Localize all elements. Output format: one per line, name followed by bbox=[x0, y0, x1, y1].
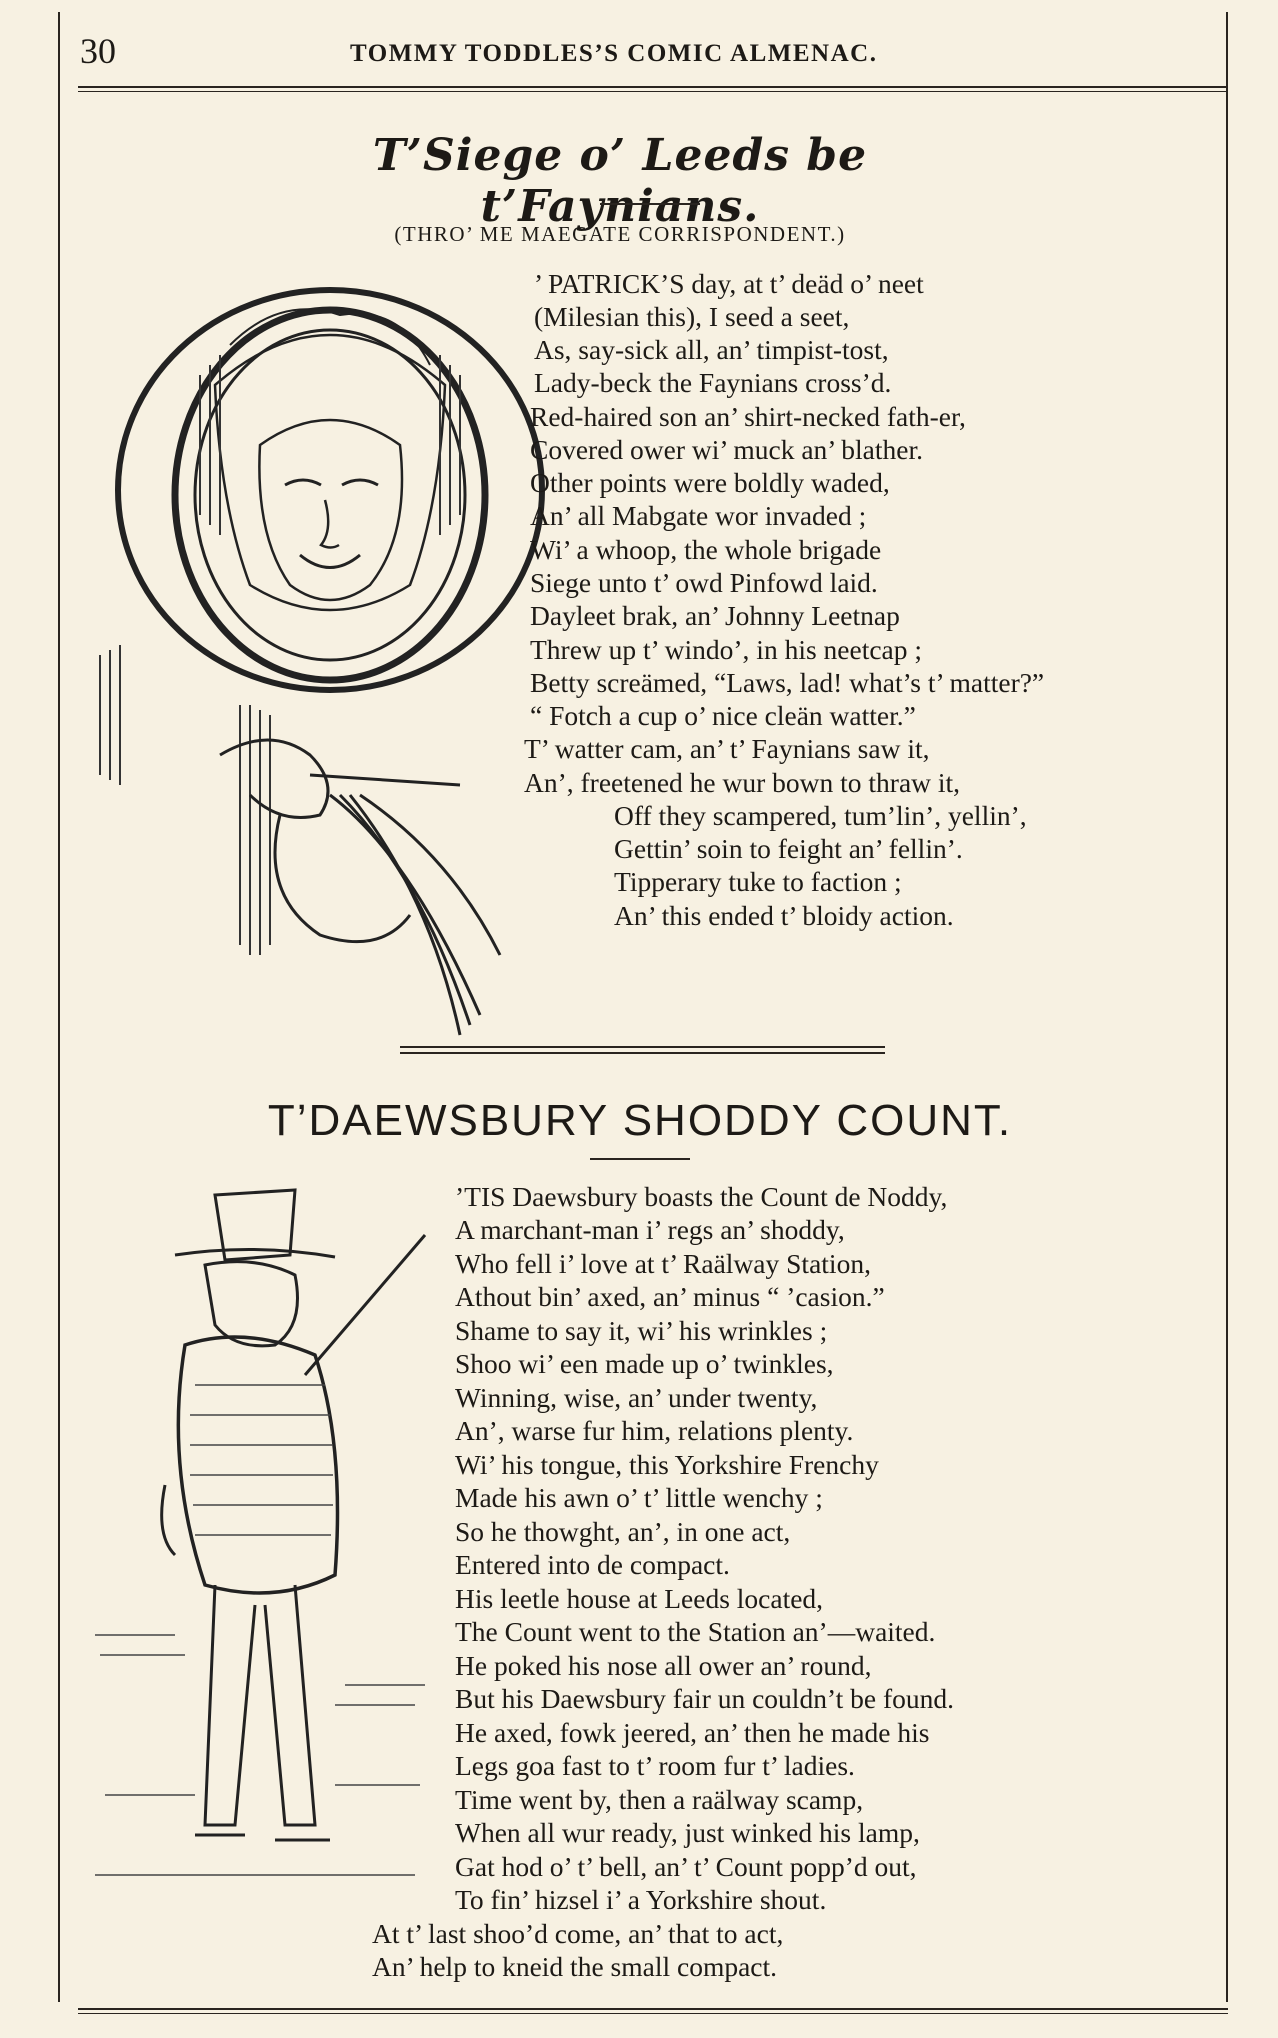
count-figure-illustration bbox=[95, 1185, 430, 1885]
page-number: 30 bbox=[80, 31, 116, 71]
poem-line: (Milesian this), I seed a seet, bbox=[534, 301, 850, 332]
poem2-title: T’DAEWSBURY SHODDY COUNT. bbox=[267, 1096, 1013, 1145]
poem-line: But his Daewsbury fair un couldn’t be found. bbox=[455, 1683, 954, 1714]
running-title: TOMMY TODDLES’S COMIC ALMENAC. bbox=[350, 40, 878, 67]
poem-line: Shoo wi’ een made up o’ twinkles, bbox=[455, 1348, 834, 1379]
poem-line: He axed, fowk jeered, an’ then he made his bbox=[455, 1717, 930, 1748]
poem-line: Threw up t’ windo’, in his neetcap ; bbox=[530, 634, 923, 665]
poem-line: An’, warse fur him, relations plenty. bbox=[455, 1415, 854, 1446]
poem-line: A marchant-man i’ regs an’ shoddy, bbox=[455, 1214, 845, 1245]
poem-line: Off they scampered, tum’lin’, yellin’, bbox=[614, 800, 1027, 831]
poem-line: An’ this ended t’ bloidy action. bbox=[614, 900, 954, 931]
poem-line: When all wur ready, just winked his lamp, bbox=[455, 1817, 920, 1848]
poem-line: His leetle house at Leeds located, bbox=[455, 1583, 824, 1614]
poem-line: Betty screämed, “Laws, lad! what’s t’ matter?” bbox=[530, 667, 1045, 698]
poem-line: Wi’ his tongue, this Yorkshire Frenchy bbox=[455, 1449, 879, 1480]
poem-line: Covered ower wi’ muck an’ blather. bbox=[530, 434, 924, 465]
poem-line: Red-haired son an’ shirt-necked fath-er, bbox=[530, 401, 966, 432]
poem-line: ’ PATRICK’S day, at t’ deäd o’ neet bbox=[534, 268, 924, 299]
poem-line: Siege unto t’ owd Pinfowd laid. bbox=[530, 567, 878, 598]
poem-line: Athout bin’ axed, an’ minus “ ’casion.” bbox=[455, 1281, 885, 1312]
poem-line: Wi’ a whoop, the whole brigade bbox=[530, 534, 882, 565]
poem1-subtitle: (THRO’ ME MAEGATE CORRISPONDENT.) bbox=[394, 222, 846, 246]
poem2-title-rule bbox=[590, 1158, 690, 1160]
poem-line: An’ all Mabgate wor invaded ; bbox=[530, 500, 867, 531]
poem-line: Entered into de compact. bbox=[455, 1549, 730, 1580]
poem1-title-rule bbox=[600, 203, 700, 205]
poem1-title: T’Siege o’ Leeds be t’Faynians. bbox=[372, 130, 868, 232]
poem-line: The Count went to the Station an’—waited. bbox=[455, 1616, 936, 1647]
poem-line: So he thowght, an’, in one act, bbox=[455, 1516, 791, 1547]
poem-line: T’ watter cam, an’ t’ Faynians saw it, bbox=[524, 733, 930, 764]
poem-line: Lady-beck the Faynians cross’d. bbox=[534, 367, 892, 398]
poem-line: Shame to say it, wi’ his wrinkles ; bbox=[455, 1315, 828, 1346]
poem-line: At t’ last shoo’d come, an’ that to act, bbox=[372, 1918, 784, 1949]
poem-line: Tipperary tuke to faction ; bbox=[614, 866, 902, 897]
poem-line: An’, freetened he wur bown to thraw it, bbox=[524, 767, 961, 798]
poem-line: Winning, wise, an’ under twenty, bbox=[455, 1382, 818, 1413]
poem-line: Time went by, then a raälway scamp, bbox=[455, 1784, 864, 1815]
header-rule-thin bbox=[78, 91, 1228, 92]
bottom-rule bbox=[78, 2008, 1228, 2014]
poem-line: Gettin’ soin to feight an’ fellin’. bbox=[614, 833, 963, 864]
poem-line: ’TIS Daewsbury boasts the Count de Noddy, bbox=[455, 1181, 948, 1212]
poem-line: He poked his nose all ower an’ round, bbox=[455, 1650, 872, 1681]
poem-line: Who fell i’ love at t’ Raälway Station, bbox=[455, 1248, 871, 1279]
poem-line: An’ help to kneid the small compact. bbox=[372, 1951, 778, 1982]
poem-line: As, say-sick all, an’ timpist-tost, bbox=[534, 334, 889, 365]
poem-line: “ Fotch a cup o’ nice cleän watter.” bbox=[530, 700, 916, 731]
header-rule bbox=[78, 86, 1228, 88]
section-separator bbox=[400, 1046, 885, 1054]
poem-line: Legs goa fast to t’ room fur t’ ladies. bbox=[455, 1750, 855, 1781]
poem-line: Gat hod o’ t’ bell, an’ t’ Count popp’d out, bbox=[455, 1851, 917, 1882]
poem-line: Made his awn o’ t’ little wenchy ; bbox=[455, 1482, 823, 1513]
poem-line: To fin’ hizsel i’ a Yorkshire shout. bbox=[455, 1884, 827, 1915]
poem-line: Dayleet brak, an’ Johnny Leetnap bbox=[530, 600, 900, 631]
poem-line: Other points were boldly waded, bbox=[530, 467, 890, 498]
